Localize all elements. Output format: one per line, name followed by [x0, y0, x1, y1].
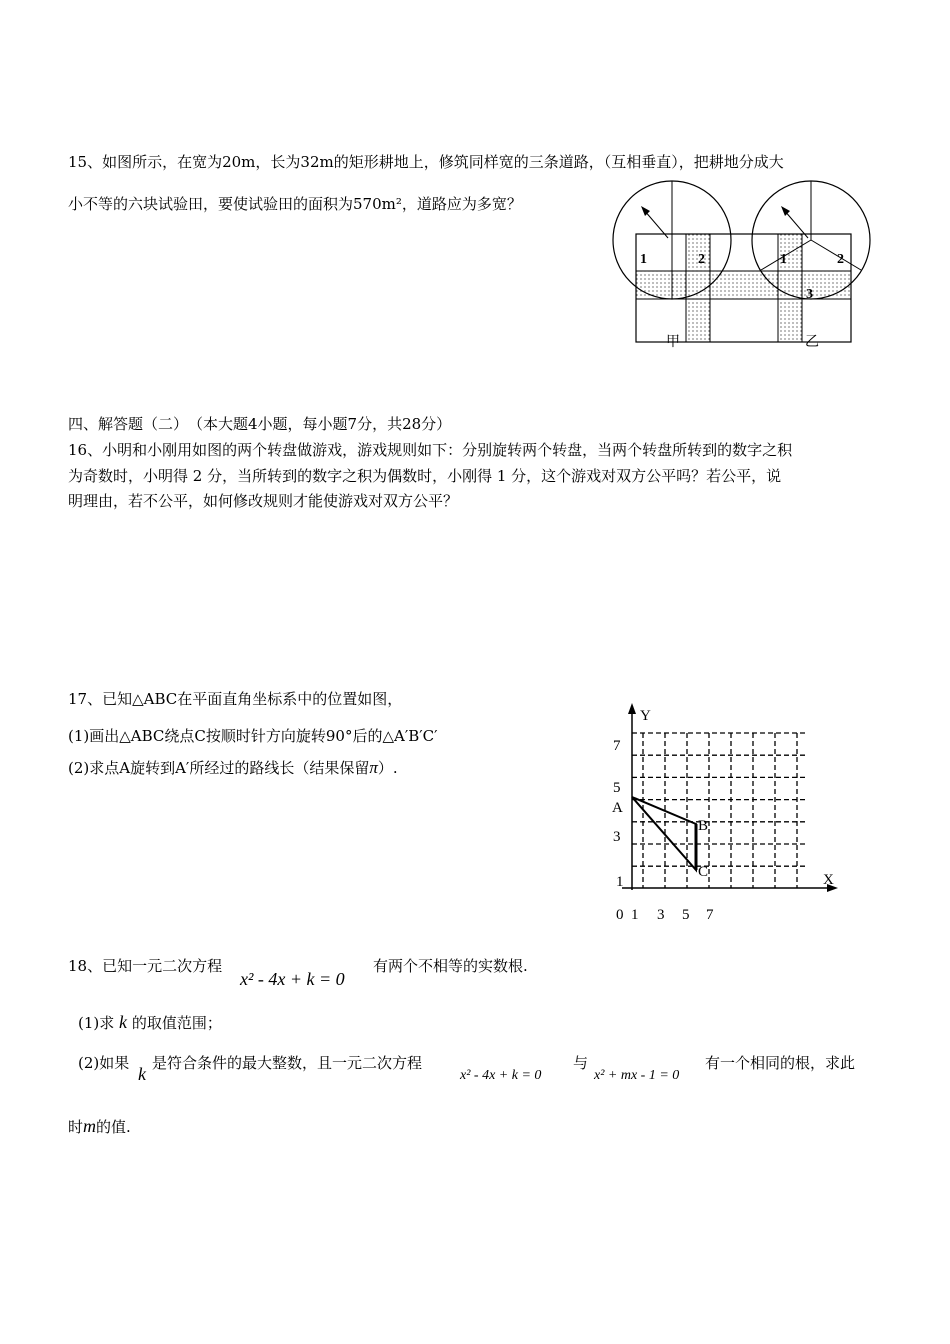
y-tick-3: 3 — [613, 829, 621, 845]
coordinate-graph — [600, 700, 850, 930]
x-tick-0: 0 — [616, 907, 624, 923]
x-tick-7: 7 — [706, 907, 714, 923]
pi-symbol: π — [369, 758, 378, 777]
x-tick-3: 3 — [657, 907, 665, 923]
x-axis-label: X — [823, 872, 834, 888]
spinner-left-name: 甲 — [666, 334, 680, 350]
spinner-figure — [600, 170, 885, 355]
x-tick-5: 5 — [682, 907, 690, 923]
q17-part-1: (1)画出△ABC绕点C按顺时针方向旋转90°后的△A′B′C′ — [68, 727, 438, 745]
x-tick-1: 1 — [631, 907, 639, 923]
q18-equation-1: x² - 4x + k = 0 — [460, 1068, 542, 1083]
road-horizontal — [636, 271, 851, 299]
spinner-right-label-1: 1 — [780, 252, 787, 267]
spinner-right-label-2: 2 — [837, 252, 844, 267]
q18-part-2-mid: 是符合条件的最大整数，且一元二次方程 — [152, 1054, 423, 1072]
spinner-right-name: 乙 — [805, 334, 819, 350]
q18-line-1-end: 有两个不相等的实数根. — [373, 957, 528, 975]
y-tick-1: 1 — [616, 874, 624, 890]
q15-line-2: 小不等的六块试验田，要使试验田的面积为570m²，道路应为多宽？ — [68, 195, 522, 213]
q16-line-3: 明理由，若不公平，如何修改规则才能使游戏对双方公平？ — [68, 492, 459, 510]
spinner-right-label-3: 3 — [806, 287, 813, 302]
point-c-label: C — [698, 864, 709, 880]
q18-part-2-pre: (2)如果 — [78, 1054, 130, 1072]
point-a-label: A — [612, 800, 623, 816]
spinner-left-label-2: 2 — [698, 252, 705, 267]
section-4-heading: 四、解答题（二） （本大题4小题，每小题7分，共28分） — [68, 415, 452, 433]
q17-part-2: (2)求点A旋转到A′所经过的路线长（结果保留π）. — [68, 758, 398, 777]
spinner-left-label-1: 1 — [640, 252, 647, 267]
q16-line-2: 为奇数时，小明得 2 分，当所转到的数字之积为偶数时，小刚得 1 分，这个游戏对双方公平吗？若公平，说 — [68, 467, 782, 485]
q18-part-2-and: 与 — [573, 1054, 589, 1072]
q15-line-1: 15、如图所示，在宽为20m，长为32m的矩形耕地上，修筑同样宽的三条道路，（互相垂直），把耕地分成大 — [68, 153, 784, 171]
q18-equation-2: x² + mx - 1 = 0 — [594, 1068, 680, 1083]
q18-equation-main: x² - 4x + k = 0 — [240, 969, 345, 989]
q18-part-2-var: k — [138, 1064, 146, 1084]
q18-part-3: 时m的值. — [68, 1116, 131, 1136]
point-b-label: B — [698, 818, 709, 834]
q18-part-1: (1)求 k 的取值范围； — [78, 1012, 222, 1032]
q18-part-2-post: 有一个相同的根，求此 — [705, 1054, 856, 1072]
y-tick-7: 7 — [613, 738, 621, 754]
q18-line-1: 18、已知一元二次方程 — [68, 957, 223, 975]
y-axis-label: Y — [640, 708, 651, 724]
q16-line-1: 16、小明和小刚用如图的两个转盘做游戏，游戏规则如下：分别旋转两个转盘，当两个转盘所转到的数字之积 — [68, 441, 793, 459]
y-tick-5: 5 — [613, 780, 621, 796]
q17-line-1: 17、已知△ABC在平面直角坐标系中的位置如图， — [68, 690, 403, 708]
